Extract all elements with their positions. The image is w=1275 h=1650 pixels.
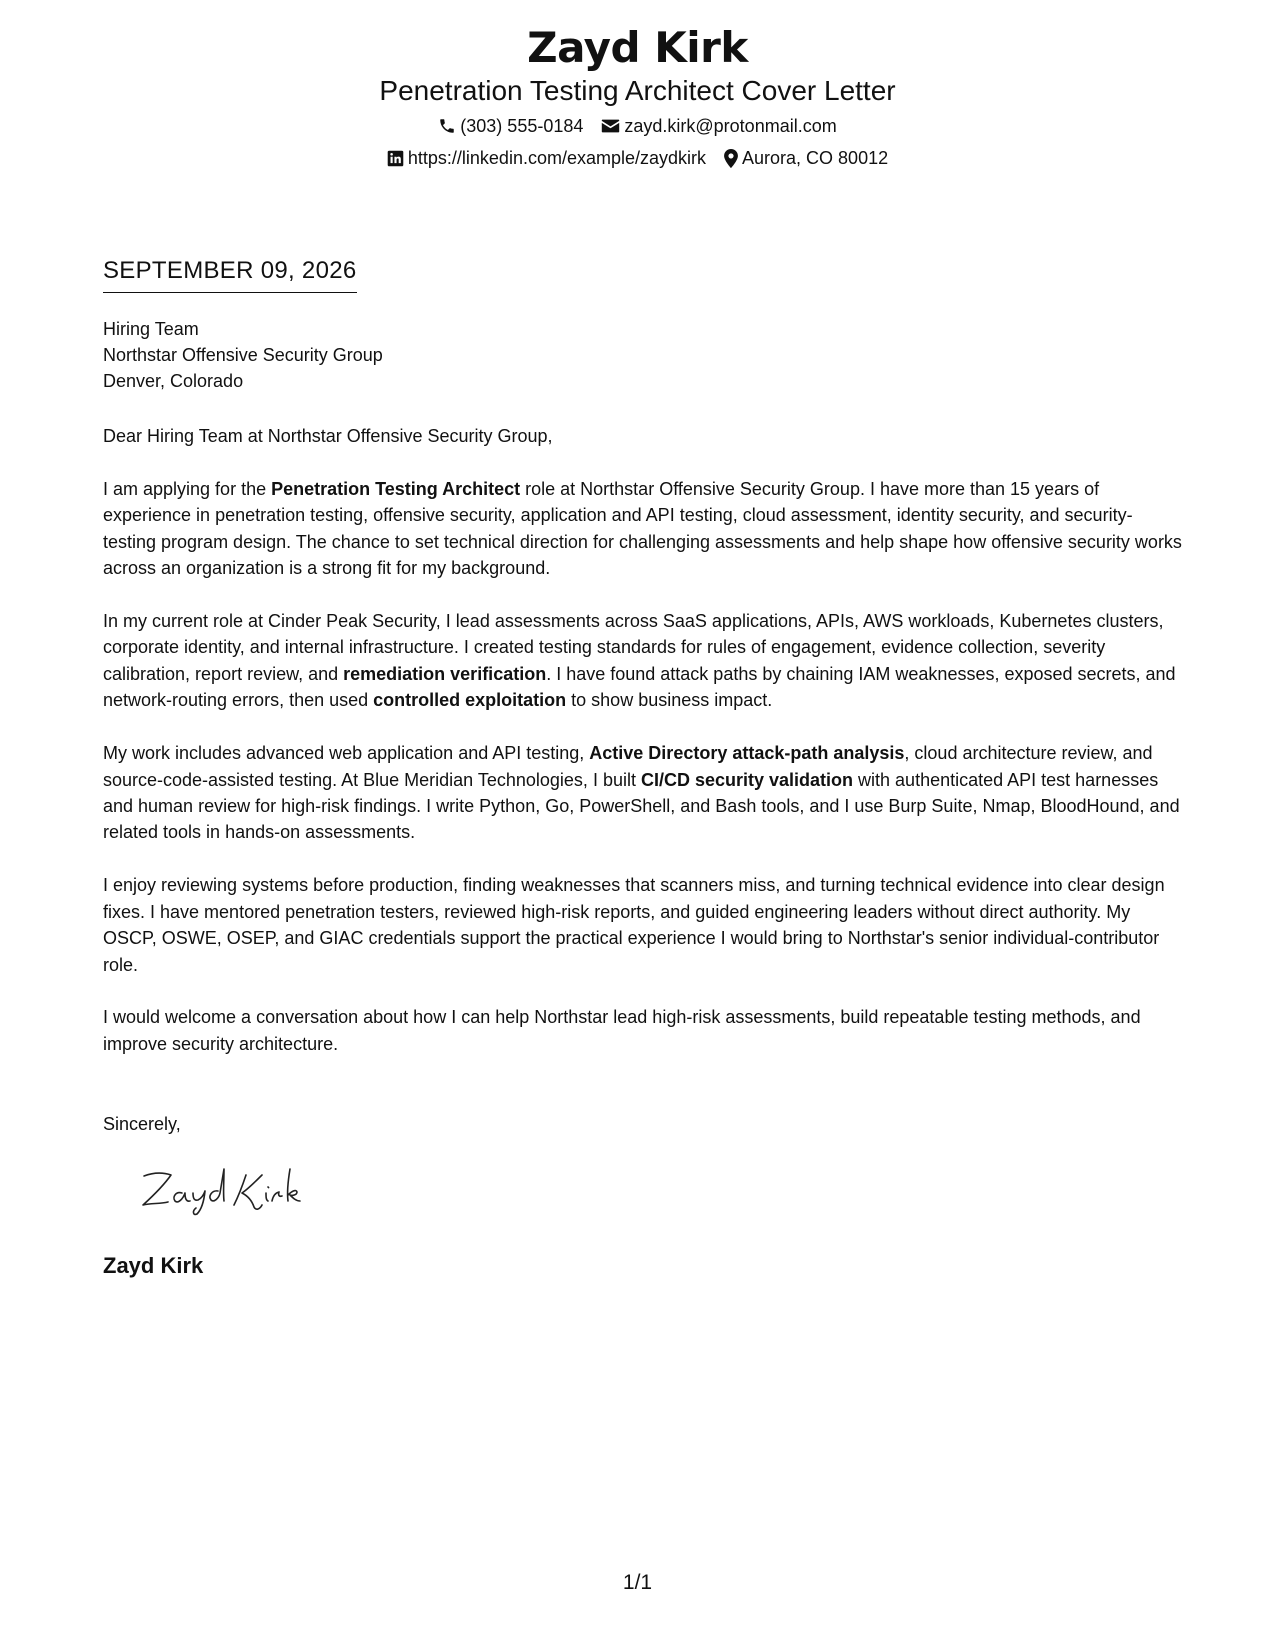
emphasis-remediation: remediation verification (343, 663, 547, 684)
map-pin-icon (724, 149, 738, 168)
envelope-icon (601, 118, 620, 134)
contact-row-primary (0, 114, 1275, 138)
paragraph-text: with authenticated API test harnesses and human review for high-risk findings. I write Python, Go, PowerShell, and Bash tools, and I use Burp Suite, Nmap, BloodHound, and related tools in hands-on assessments. (103, 769, 1180, 843)
contact-phone (438, 114, 583, 138)
contact-linkedin (387, 146, 706, 170)
letter-header (0, 22, 1275, 170)
greeting: Dear Hiring Team at Northstar Offensive Security Group, (103, 426, 553, 446)
emphasis-role: Penetration Testing Architect (271, 478, 521, 499)
phone-icon (438, 117, 456, 135)
signed-name: Zayd Kirk (103, 1253, 204, 1278)
contact-email (601, 114, 836, 138)
paragraph-text: I am applying for the (103, 478, 272, 499)
document-title: Penetration Testing Architect Cover Letter (379, 75, 896, 106)
contact-row-secondary (0, 146, 1275, 170)
paragraph-text: to show business impact. (566, 690, 773, 711)
emphasis-cicd: CI/CD security validation (640, 769, 854, 790)
closing-salutation: Sincerely, (103, 1114, 181, 1134)
recipient-line: Hiring Team (103, 319, 199, 339)
letter-date: SEPTEMBER 09, 2026 (103, 256, 357, 293)
paragraph-motivation: I enjoy reviewing systems before production, finding weaknesses that scanners miss, and turning technical evidence into clear design fixes. I have mentored penetration testers, reviewed high-risk reports, and guided engineering leaders without direct authority. My OSCP, OSWE, OSEP, and GIAC credentials support the practical experience I would bring to Northstar's senior individual-contributor role. (103, 875, 1165, 975)
paragraph-skills (103, 740, 1183, 846)
recipient-block (103, 316, 383, 394)
paragraph-text: In my current role at Cinder Peak Security, I lead assessments across SaaS applications, APIs, AWS workloads, Kubernetes clusters, corporate identity, and internal infrastructure. I created testing standards for rules of engagement, evidence collection, severity calibration, report review, and (103, 611, 1164, 684)
paragraph-text: . I have found attack paths by chaining IAM weaknesses, exposed secrets, and network-routing errors, then used (103, 663, 1176, 711)
emphasis-active-directory: Active Directory attack-path analysis (589, 743, 905, 764)
email-address: zayd.kirk@protonmail.com (624, 116, 837, 136)
paragraph-text: My work includes advanced web application and API testing, (103, 743, 590, 764)
linkedin-icon (387, 150, 404, 167)
linkedin-url: https://linkedin.com/example/zaydkirk (407, 148, 707, 168)
emphasis-exploitation: controlled exploitation (373, 690, 567, 711)
paragraph-closing: I would welcome a conversation about how I can help Northstar lead high-risk assessments, build repeatable testing methods, and improve security architecture. (103, 1007, 1141, 1054)
recipient-company: Northstar Offensive Security Group (103, 345, 383, 365)
paragraph-text: role at Northstar Offensive Security Group. I have more than 15 years of experience in penetration testing, offensive security, application and API testing, cloud assessment, identity security, and security-testing program design. The chance to set technical direction for challenging assessments and help shape how offensive security works across an organization is a strong fit for my background. (103, 478, 1182, 579)
paragraph-intro (103, 476, 1183, 582)
applicant-name: Zayd Kirk (527, 23, 748, 72)
paragraph-current-role (103, 608, 1183, 714)
paragraph-text: , cloud architecture review, and source-code-assisted testing. At Blue Meridian Technologies, I built (103, 743, 1153, 790)
page-number: 1/1 (622, 1571, 653, 1594)
letter-body (103, 423, 1183, 1084)
location-text: Aurora, CO 80012 (742, 148, 889, 168)
contact-location (724, 146, 888, 170)
recipient-location: Denver, Colorado (103, 371, 244, 391)
phone-number: (303) 555-0184 (460, 116, 584, 136)
handwritten-signature (138, 1163, 328, 1222)
